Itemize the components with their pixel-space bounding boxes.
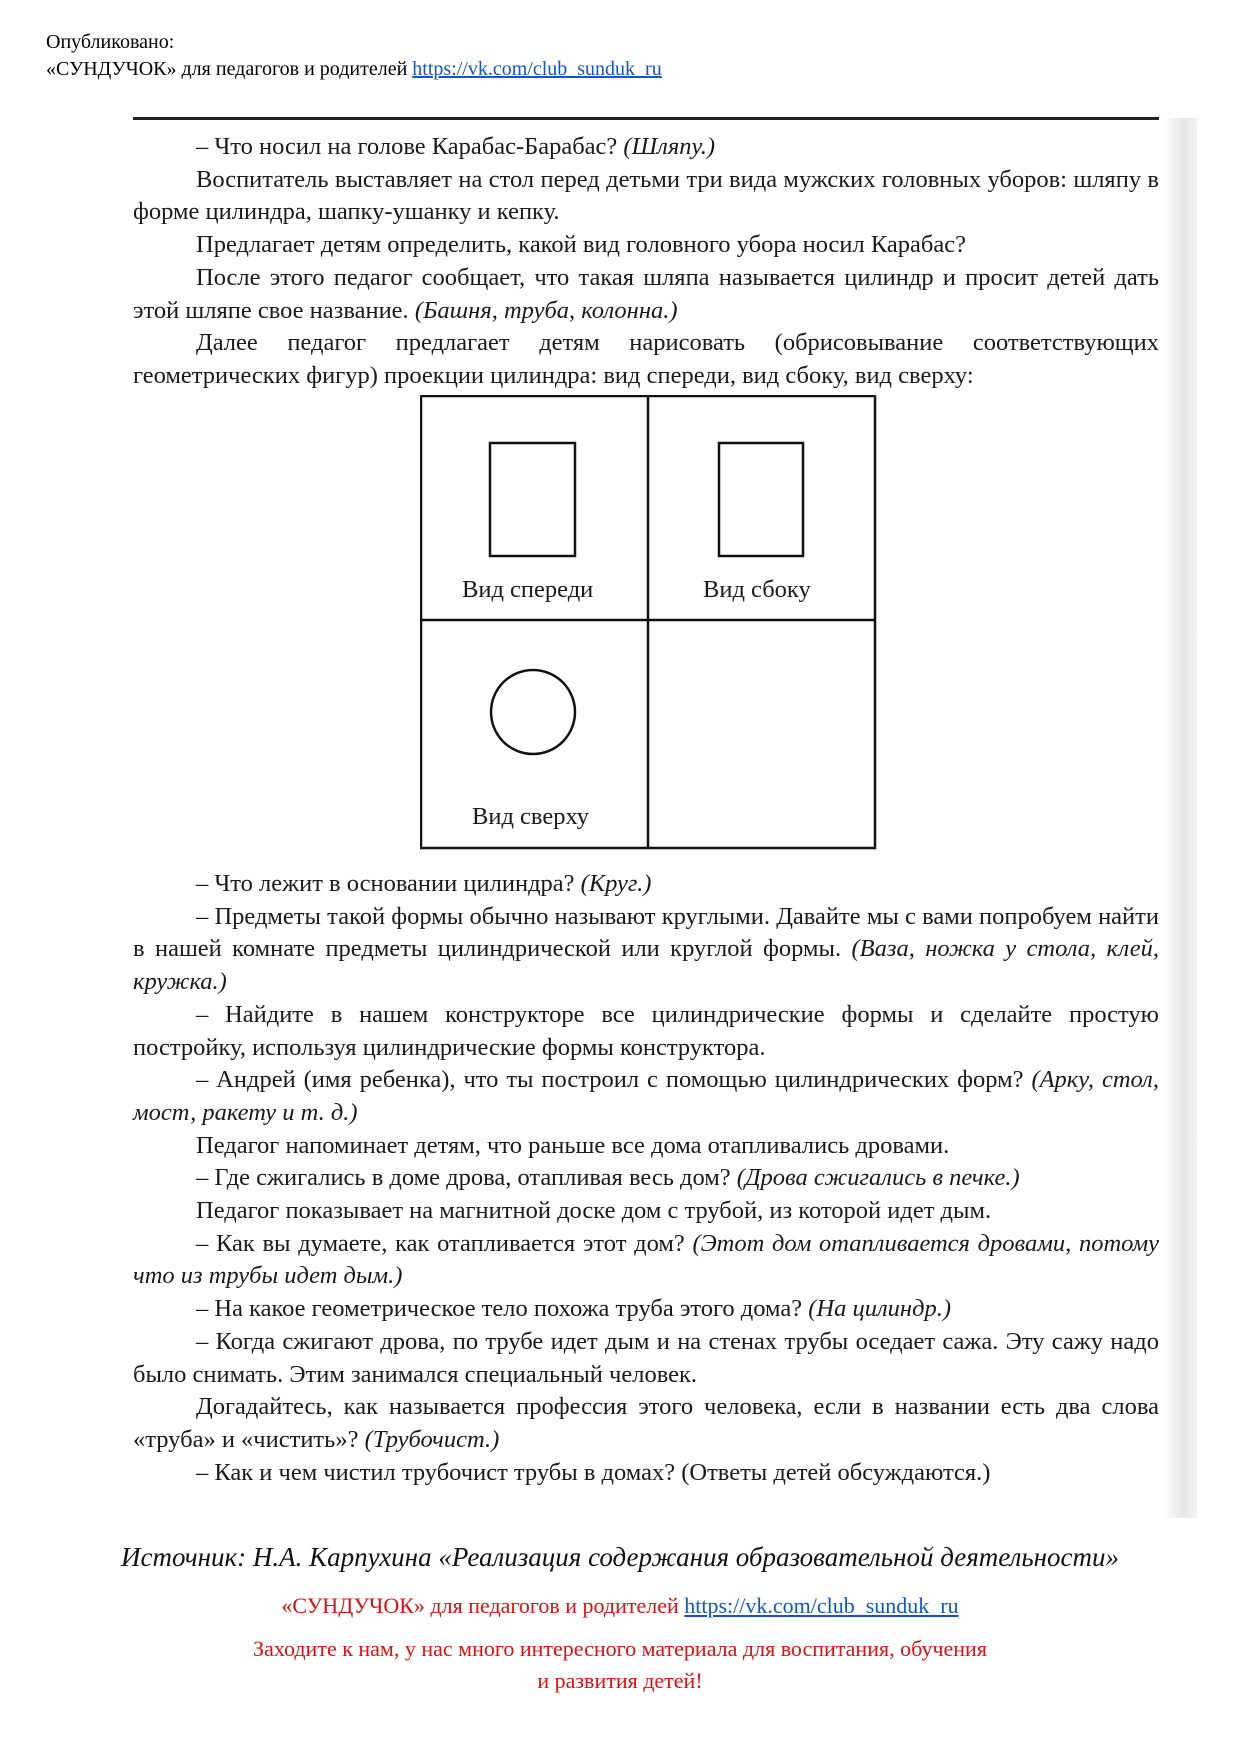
footer-group-name: «СУНДУЧОК» для педагогов и родителей: [281, 1593, 679, 1618]
footer-group-line: [0, 1590, 1240, 1622]
front-view-rectangle: [490, 443, 575, 556]
paragraph: [133, 901, 1159, 999]
expected-answer: (Этот дом отапливается дровами, потому что из трубы идет дым.): [133, 1229, 1159, 1290]
paragraph-text: – Найдите в нашем конструкторе все цилиндрические формы и сделайте простую постройку, используя цилиндрические формы конструктора.: [133, 1000, 1159, 1061]
expected-answer: (На цилиндр.): [808, 1295, 952, 1323]
paragraph-text: – Когда сжигают дрова, по трубе идет дым и на стенах трубы оседает сажа. Эту сажу надо было снимать. Этим занимался специальный человек.: [133, 1327, 1159, 1388]
paragraph: [133, 131, 1159, 164]
header-group-line: [46, 57, 662, 81]
paragraph: [133, 1195, 1159, 1228]
paragraph-text: Воспитатель выставляет на стол перед детьми три вида мужских головных уборов: шляпу в форме цилиндра, шапку-ушанку и кепку.: [133, 165, 1159, 226]
paragraph: [133, 262, 1159, 327]
paragraph: [133, 1391, 1159, 1456]
paragraph-text: – Как и чем чистил трубочист трубы в домах? (Ответы детей обсуждаются.): [196, 1458, 991, 1486]
front-view-label: Вид спереди: [462, 576, 594, 603]
paragraph: [133, 1293, 1159, 1326]
page-scan-edge-shadow: [1163, 118, 1197, 1518]
expected-answer: (Дрова сжигались в печке.): [736, 1164, 1020, 1192]
paragraph-text: Догадайтесь, как называется профессия этого человека, если в названии есть два слова «труба» и «чистить»?: [133, 1393, 1159, 1453]
paragraph: [133, 868, 1159, 901]
expected-answer: (Шляпу.): [623, 133, 716, 160]
expected-answer: (Круг.): [580, 870, 652, 897]
body-text-before-diagram: [133, 131, 1159, 393]
paragraph: [133, 327, 1159, 392]
paragraph: [133, 164, 1159, 229]
paragraph-text: – Предметы такой формы обычно называют круглыми. Давайте мы с вами попробуем найти в нашей комнате предметы цилиндрической или круглой формы.: [133, 902, 1159, 963]
paragraph-text: Предлагает детям определить, какой вид головного убора носил Карабас?: [196, 231, 966, 259]
paragraph-text: – Андрей (имя ребенка), что ты построил с помощью цилиндрических форм?: [196, 1066, 1032, 1094]
expected-answer: (Трубочист.): [364, 1425, 500, 1453]
paragraph: [133, 999, 1159, 1064]
expected-answer: (Арку, стол, мост, ракету и т. д.): [133, 1066, 1159, 1126]
footer-invite-line-2: и развития детей!: [537, 1668, 703, 1693]
paragraph-text: – Что лежит в основании цилиндра?: [196, 870, 581, 897]
paragraph: [133, 229, 1159, 262]
paragraph: [133, 1457, 1159, 1490]
page-top-rule: [133, 117, 1159, 120]
paragraph-text: – Как вы думаете, как отапливается этот дом?: [196, 1229, 693, 1257]
header-group-link[interactable]: https://vk.com/club_sunduk_ru: [412, 58, 662, 80]
top-view-circle: [491, 670, 575, 754]
side-view-label: Вид сбоку: [703, 576, 811, 603]
body-text-after-diagram: [133, 868, 1159, 1489]
paragraph-text: После этого педагог сообщает, что такая шляпа называется цилиндр и просит детей дать этой шляпе свое название.: [133, 263, 1159, 324]
paragraph-text: Педагог напоминает детям, что раньше все дома отапливались дровами.: [196, 1131, 950, 1159]
top-view-label: Вид сверху: [472, 803, 590, 830]
header-group-name: «СУНДУЧОК» для педагогов и родителей: [46, 58, 408, 80]
cylinder-projections-diagram: [420, 395, 880, 855]
paragraph: [133, 1064, 1159, 1129]
paragraph: [133, 1326, 1159, 1391]
expected-answer: (Башня, труба, колонна.): [414, 296, 678, 324]
paragraph-text: – Что носил на голове Карабас-Барабас?: [196, 133, 624, 160]
paragraph-text: – Где сжигались в доме дрова, отапливая весь дом?: [196, 1164, 737, 1192]
paragraph: [133, 1228, 1159, 1293]
source-citation: Источник: Н.А. Карпухина «Реализация содержания образовательной деятельности»: [120, 1542, 1120, 1572]
published-label: Опубликовано:: [46, 31, 175, 53]
side-view-rectangle: [719, 443, 803, 556]
paragraph-text: Далее педагог предлагает детям нарисовать (обрисовывание соответствующих геометрических фигур) проекции цилиндра: вид спереди, вид сбоку, вид сверху:: [133, 329, 1159, 389]
paragraph: [133, 1162, 1159, 1195]
paragraph: [133, 1130, 1159, 1163]
paragraph-text: – На какое геометрическое тело похожа труба этого дома?: [196, 1295, 809, 1323]
footer-group-link[interactable]: https://vk.com/club_sunduk_ru: [684, 1593, 959, 1618]
paragraph-text: Педагог показывает на магнитной доске дом с трубой, из которой идет дым.: [196, 1197, 992, 1225]
footer-invite-line-1: Заходите к нам, у нас много интересного материала для воспитания, обучения: [253, 1636, 987, 1661]
expected-answer: (Ваза, ножка у стола, клей, кружка.): [133, 935, 1159, 996]
